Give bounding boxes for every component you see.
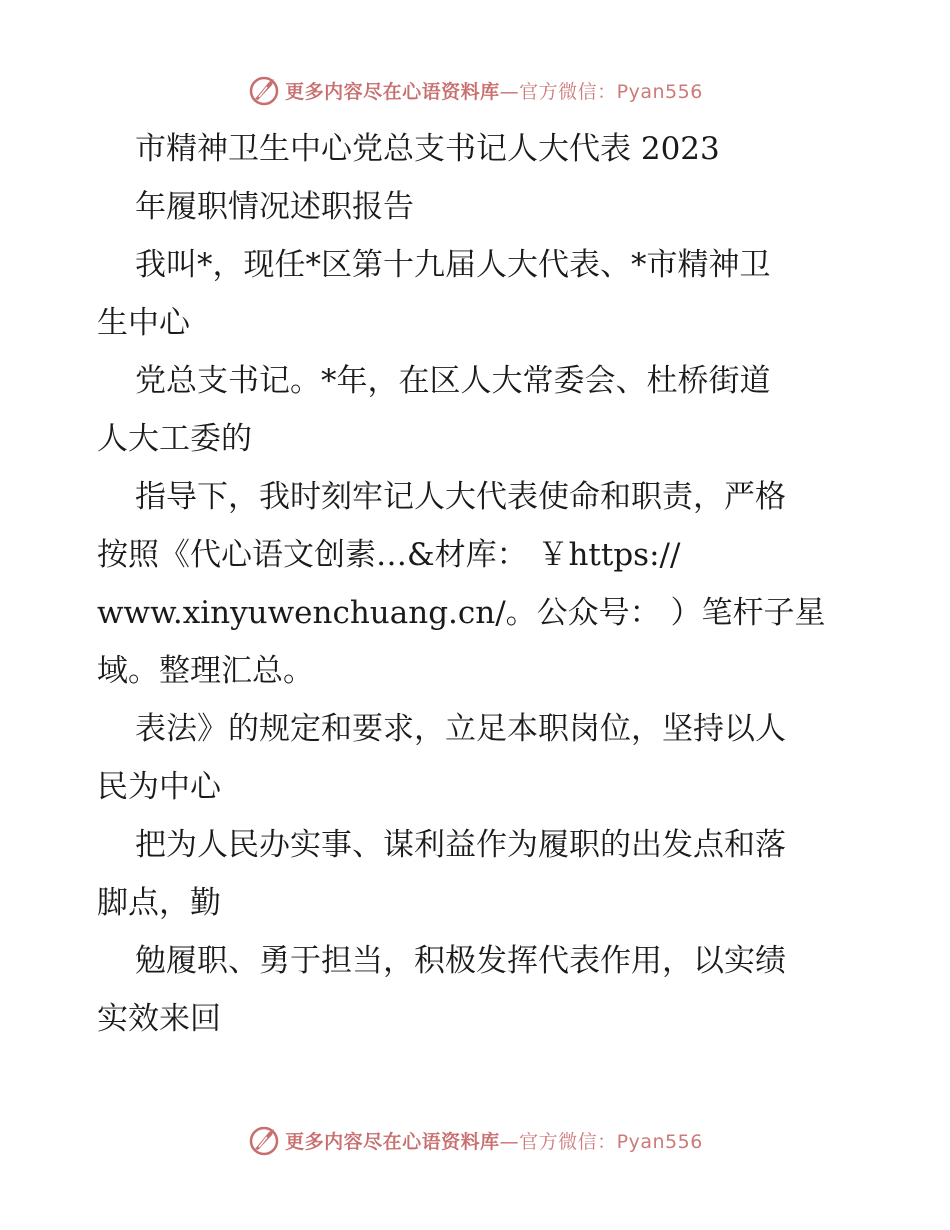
header-banner-wechat: 官方微信：Pyan556	[519, 80, 703, 103]
header-watermark-banner	[0, 70, 950, 110]
quill-logo-icon	[247, 1123, 281, 1157]
body-line: 指导下，我时刻牢记人大代表使命和职责，严格	[135, 479, 786, 515]
header-banner-separator: —	[499, 80, 520, 103]
body-line: 脚点，勤	[97, 885, 221, 921]
footer-banner-text	[285, 1127, 703, 1154]
footer-watermark-banner	[0, 1120, 950, 1160]
body-line: 我叫*，现任*区第十九届人大代表、*市精神卫	[135, 247, 771, 283]
footer-banner-separator: —	[499, 1130, 520, 1153]
footer-banner-main: 更多内容尽在心语资料库	[285, 1130, 500, 1153]
body-line: 民为中心	[97, 769, 221, 805]
body-line: 域。整理汇总。	[97, 653, 314, 689]
quill-logo-icon	[247, 73, 281, 107]
body-line: 勉履职、勇于担当，积极发挥代表作用，以实绩	[135, 943, 786, 979]
body-line: 把为人民办实事、谋利益作为履职的出发点和落	[135, 827, 786, 863]
body-line: 党总支书记。*年，在区人大常委会、杜桥街道	[135, 363, 771, 399]
body-line: 市精神卫生中心党总支书记人大代表 2023	[135, 131, 720, 167]
body-line: 生中心	[97, 305, 190, 341]
document-body	[97, 120, 877, 1048]
body-line: 人大工委的	[97, 421, 252, 457]
header-banner-text	[285, 77, 703, 104]
body-line: 按照《代心语文创素…&材库： ￥https://	[97, 537, 681, 573]
footer-banner-wechat: 官方微信：Pyan556	[519, 1130, 703, 1153]
body-line: www.xinyuwenchuang.cn/。公众号： ）笔杆子星	[97, 595, 826, 631]
body-line: 表法》的规定和要求，立足本职岗位，坚持以人	[135, 711, 786, 747]
body-line: 实效来回	[97, 1001, 221, 1037]
header-banner-main: 更多内容尽在心语资料库	[285, 80, 500, 103]
body-line: 年履职情况述职报告	[135, 189, 414, 225]
